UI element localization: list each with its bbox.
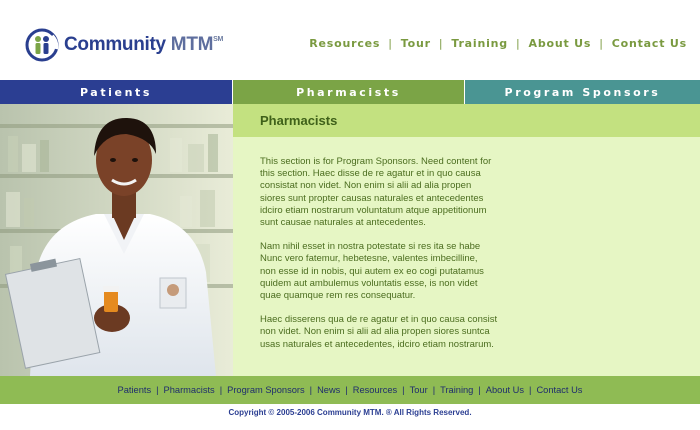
pharmacist-photo	[0, 104, 233, 376]
logo-name: Community	[64, 34, 166, 55]
content-body	[233, 137, 673, 351]
footer-training-link[interactable]: Training	[440, 385, 474, 395]
content-paragraph: Nam nihil esset in nostra potestate si res ita se habe Nunc vero fatemur, hebetesne, valentes imbecilline, non esse id in nobis, qui autem ex eo cogi putatamus quidem aut ambulemus voluntatis esse, is non videt quae quamque rem res consequatur.	[260, 241, 484, 302]
footer-separator: |	[402, 385, 405, 395]
logo-service-mark: SM	[213, 36, 224, 43]
footer-separator: |	[219, 385, 223, 395]
topnav-contact-us-link[interactable]: Contact Us	[611, 37, 687, 50]
content-panel	[233, 104, 700, 376]
site-header	[0, 0, 700, 80]
footer-separator: |	[432, 385, 436, 395]
footer-pharmacists-link[interactable]: Pharmacists	[163, 385, 215, 395]
audience-tabs	[0, 80, 700, 104]
logo-wordmark	[64, 34, 223, 56]
topnav-tour-link[interactable]: Tour	[400, 37, 431, 50]
footer-separator: |	[156, 385, 159, 395]
content-paragraph: This section is for Program Sponsors. Need content for this section. Haec disse de re agatur et in quo causa consistat non videt. Non enim si alii ad alia propen siores sunt propter causas naturales et antecedentes idciro etiam nostrarum voluntatum atque appetitionum sunt causae naturales at antecedentes.	[260, 156, 492, 229]
logo-suffix: MTM	[170, 34, 214, 55]
footer-contact-us-link[interactable]: Contact Us	[536, 385, 583, 395]
topnav-resources-link[interactable]: Resources	[309, 37, 381, 50]
page-title: Pharmacists	[260, 113, 338, 128]
footer-about-us-link[interactable]: About Us	[485, 385, 525, 395]
footer-patients-link[interactable]: Patients	[117, 385, 152, 395]
footer-separator: |	[345, 385, 348, 395]
footer-separator: |	[478, 385, 481, 395]
tab-pharmacists[interactable]: Pharmacists	[232, 80, 465, 104]
footer-resources-link[interactable]: Resources	[352, 385, 398, 395]
footer-navigation	[0, 376, 700, 404]
tab-program-sponsors[interactable]: Program Sponsors	[465, 80, 700, 104]
footer-program-sponsors-link[interactable]: Program Sponsors	[227, 385, 305, 395]
topnav-separator: |	[515, 37, 521, 50]
footer-separator: |	[529, 385, 532, 395]
topnav-separator: |	[438, 37, 444, 50]
footer-separator: |	[309, 385, 313, 395]
footer-news-link[interactable]: News	[317, 385, 341, 395]
logo-people-icon	[25, 27, 61, 63]
tab-patients[interactable]: Patients	[0, 80, 232, 104]
content-heading-bar	[233, 104, 700, 137]
top-navigation	[309, 37, 687, 50]
topnav-separator: |	[388, 37, 393, 50]
topnav-training-link[interactable]: Training	[451, 37, 508, 50]
topnav-about-us-link[interactable]: About Us	[528, 37, 592, 50]
topnav-separator: |	[599, 37, 604, 50]
content-paragraph: Haec disserens qua de re agatur et in quo causa consist non videt. Non enim si alii ad alia propen siores suntca usas naturales et antecedentes, idciro etiam nostrarum.	[260, 314, 498, 350]
footer-tour-link[interactable]: Tour	[409, 385, 428, 395]
copyright-notice: Copyright © 2005-2006 Community MTM. ® All Rights Reserved.	[228, 408, 472, 417]
community-mtm-logo[interactable]	[25, 27, 223, 63]
